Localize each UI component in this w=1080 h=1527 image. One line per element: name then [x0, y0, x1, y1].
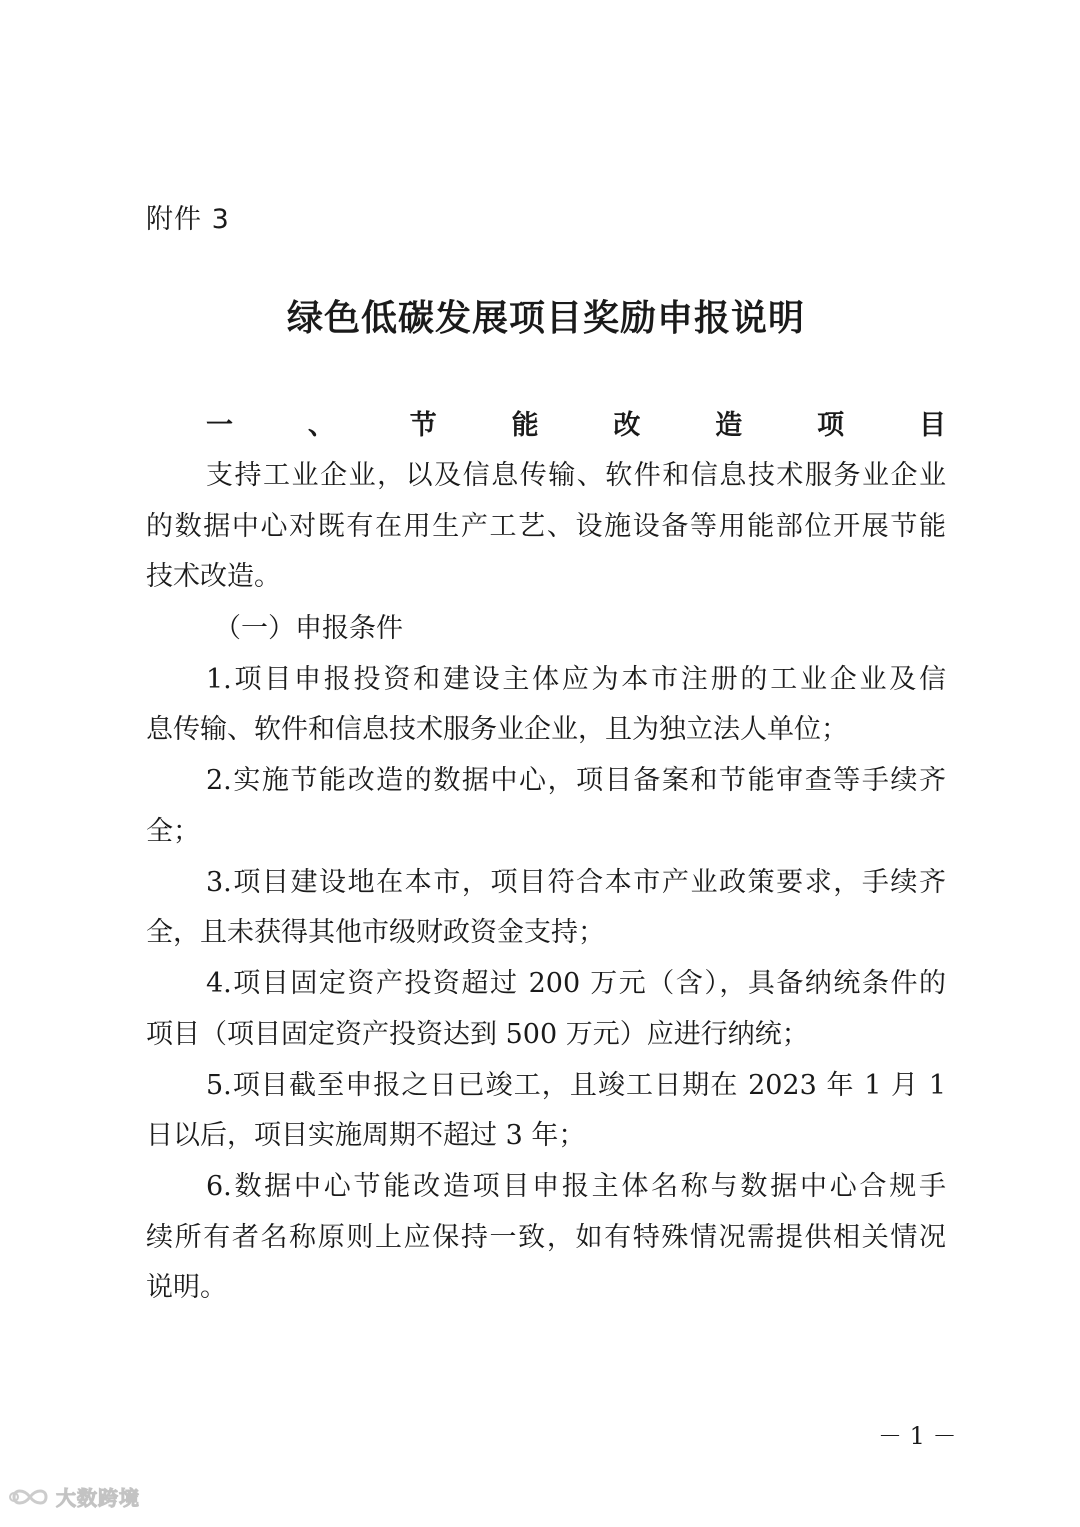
- intro-line: 的数据中心对既有在用生产工艺、设施设备等用能部位开展节能: [146, 511, 946, 542]
- page-number: － 1 －: [878, 1422, 957, 1450]
- condition-line: 4.项目固定资产投资超过 200 万元（含），具备纳统条件的: [206, 968, 946, 999]
- subsection-heading: （一）申报条件: [214, 613, 403, 644]
- intro-line: 支持工业企业，以及信息传输、软件和信息技术服务业企业: [206, 460, 946, 491]
- condition-line: 1.项目申报投资和建设主体应为本市注册的工业企业及信: [206, 664, 946, 695]
- condition-line: 息传输、软件和信息技术服务业企业，且为独立法人单位；: [146, 714, 848, 745]
- section-heading: 一、节能改造项目: [206, 410, 946, 441]
- watermark: [8, 1482, 140, 1511]
- condition-line: 项目（项目固定资产投资达到 500 万元）应进行纳统；: [146, 1019, 809, 1050]
- condition-line: 5.项目截至申报之日已竣工，且竣工日期在 2023 年 1 月 1: [206, 1070, 946, 1101]
- condition-line: 3.项目建设地在本市，项目符合本市产业政策要求，手续齐: [206, 867, 946, 898]
- condition-line: 全；: [146, 816, 200, 847]
- condition-line: 续所有者名称原则上应保持一致，如有特殊情况需提供相关情况: [146, 1222, 946, 1253]
- document-title: 绿色低碳发展项目奖励申报说明: [286, 298, 805, 339]
- infinity-logo-icon: [8, 1483, 52, 1511]
- attachment-label: 附件 3: [146, 204, 230, 235]
- intro-line: 技术改造。: [146, 561, 281, 592]
- condition-line: 说明。: [146, 1272, 227, 1303]
- condition-line: 全，且未获得其他市级财政资金支持；: [146, 917, 605, 948]
- condition-line: 日以后，项目实施周期不超过 3 年；: [146, 1120, 586, 1151]
- condition-line: 6.数据中心节能改造项目申报主体名称与数据中心合规手: [206, 1171, 946, 1202]
- watermark-text: 大数跨境: [56, 1486, 140, 1510]
- condition-line: 2.实施节能改造的数据中心，项目备案和节能审查等手续齐: [206, 765, 946, 796]
